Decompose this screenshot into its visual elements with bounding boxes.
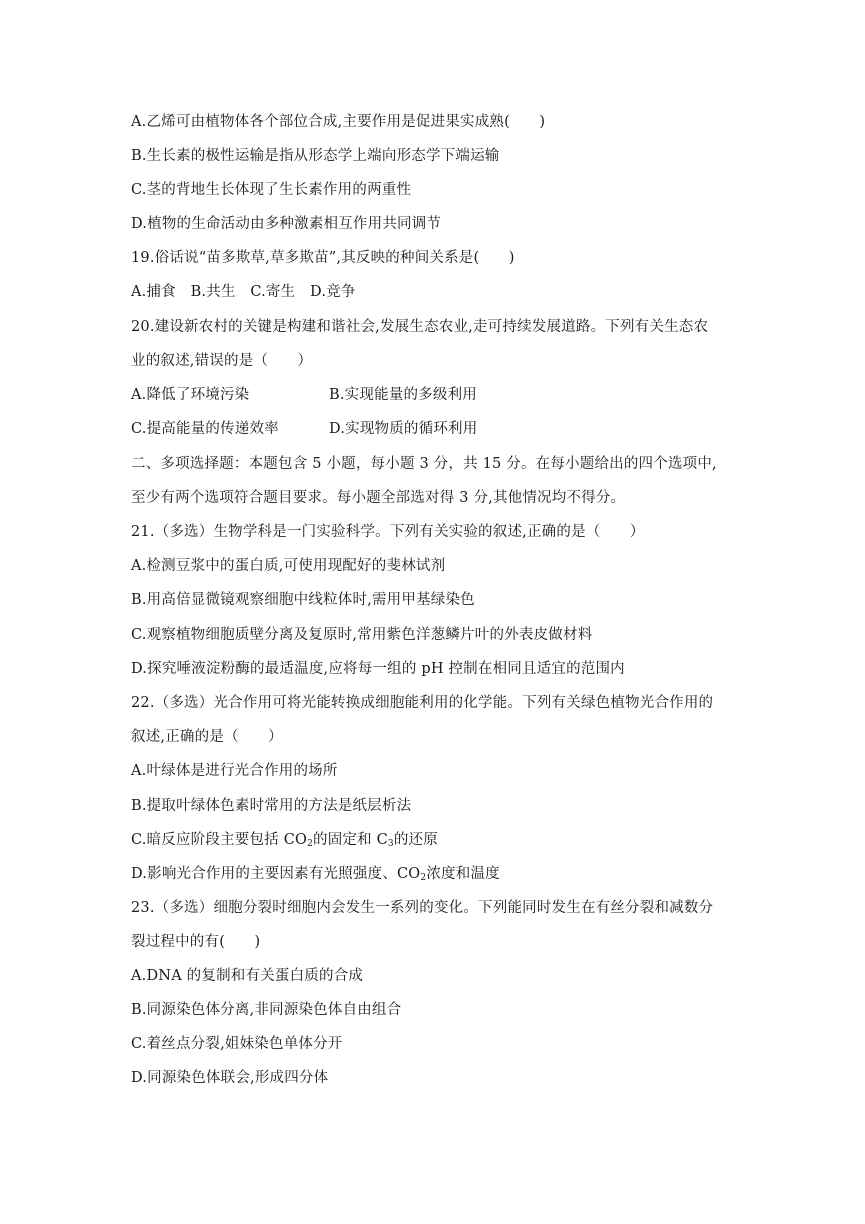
q21-stem: 21.（多选）生物学科是一门实验科学。下列有关实验的叙述,正确的是（ ） [131,524,645,540]
q18-option-d: D.植物的生命活动由多种激素相互作用共同调节 [131,216,442,232]
q21-option-b: B.用高倍显微镜观察细胞中线粒体时,需用甲基绿染色 [131,592,475,608]
q20-stem-line1: 20.建设新农村的关键是构建和谐社会,发展生态农业,走可持续发展道路。下列有关生态农 [131,319,709,335]
q21-option-d: D.探究唾液淀粉酶的最适温度,应将每一组的 pH 控制在相同且适宜的范围内 [131,661,625,677]
q22-option-b: B.提取叶绿体色素时常用的方法是纸层析法 [131,798,412,814]
q19-stem: 19.俗话说“苗多欺草,草多欺苗”,其反映的种间关系是( ) [131,250,515,266]
q23-option-b: B.同源染色体分离,非同源染色体自由组合 [131,1002,402,1018]
q22-option-d-text2: 浓度和温度 [426,866,500,882]
q22-stem-line1: 22.（多选）光合作用可将光能转换成细胞能利用的化学能。下列有关绿色植物光合作用的 [131,695,714,711]
q20-options-row1 [131,385,477,405]
q22-option-d-text1: D.影响光合作用的主要因素有光照强度、CO [131,866,421,882]
section2-instructions-line1: 二、多项选择题：本题包含 5 小题，每小题 3 分，共 15 分。在每小题给出的四个选项中, [131,456,717,472]
q20-option-d: D.实现物质的循环利用 [329,421,478,437]
q22-option-c-text2: 的固定和 C [313,832,388,848]
q18-option-a: A.乙烯可由植物体各个部位合成,主要作用是促进果实成熟( ) [131,114,546,130]
q22-option-c-text3: 的还原 [393,832,438,848]
q22-option-d [131,864,500,884]
q22-option-a: A.叶绿体是进行光合作用的场所 [131,763,338,779]
q23-stem-line2: 裂过程中的有( ) [131,934,261,950]
q20-option-b: B.实现能量的多级利用 [329,387,477,403]
q20-stem-line2: 业的叙述,错误的是（ ） [131,353,313,369]
q22-option-d-sub1: 2 [420,873,427,883]
q22-option-c-sub1: 2 [307,839,314,849]
q23-option-a: A.DNA 的复制和有关蛋白质的合成 [131,968,364,984]
q23-option-d: D.同源染色体联会,形成四分体 [131,1070,329,1086]
q22-option-c-sub2: 3 [387,839,394,849]
q23-option-c: C.着丝点分裂,姐妹染色单体分开 [131,1036,343,1052]
q18-option-b: B.生长素的极性运输是指从形态学上端向形态学下端运输 [131,148,500,164]
q19-options: A.捕食 B.共生 C.寄生 D.竞争 [131,284,356,300]
q18-option-c: C.茎的背地生长体现了生长素作用的两重性 [131,182,412,198]
section2-instructions-line2: 至少有两个选项符合题目要求。每小题全部选对得 3 分,其他情况均不得分。 [131,490,626,506]
q22-stem-line2: 叙述,正确的是（ ） [131,729,283,745]
q21-option-c: C.观察植物细胞质壁分离及复原时,常用紫色洋葱鳞片叶的外表皮做材料 [131,627,593,643]
q21-option-a: A.检测豆浆中的蛋白质,可使用现配好的斐林试剂 [131,558,446,574]
q22-option-c [131,830,438,850]
q22-option-c-text1: C.暗反应阶段主要包括 CO [131,832,308,848]
q23-stem-line1: 23.（多选）细胞分裂时细胞内会发生一系列的变化。下列能同时发生在有丝分裂和减数分 [131,900,714,916]
q20-options-row2 [131,419,478,439]
q20-option-a: A.降低了环境污染 [131,387,250,403]
q20-option-c: C.提高能量的传递效率 [131,421,279,437]
